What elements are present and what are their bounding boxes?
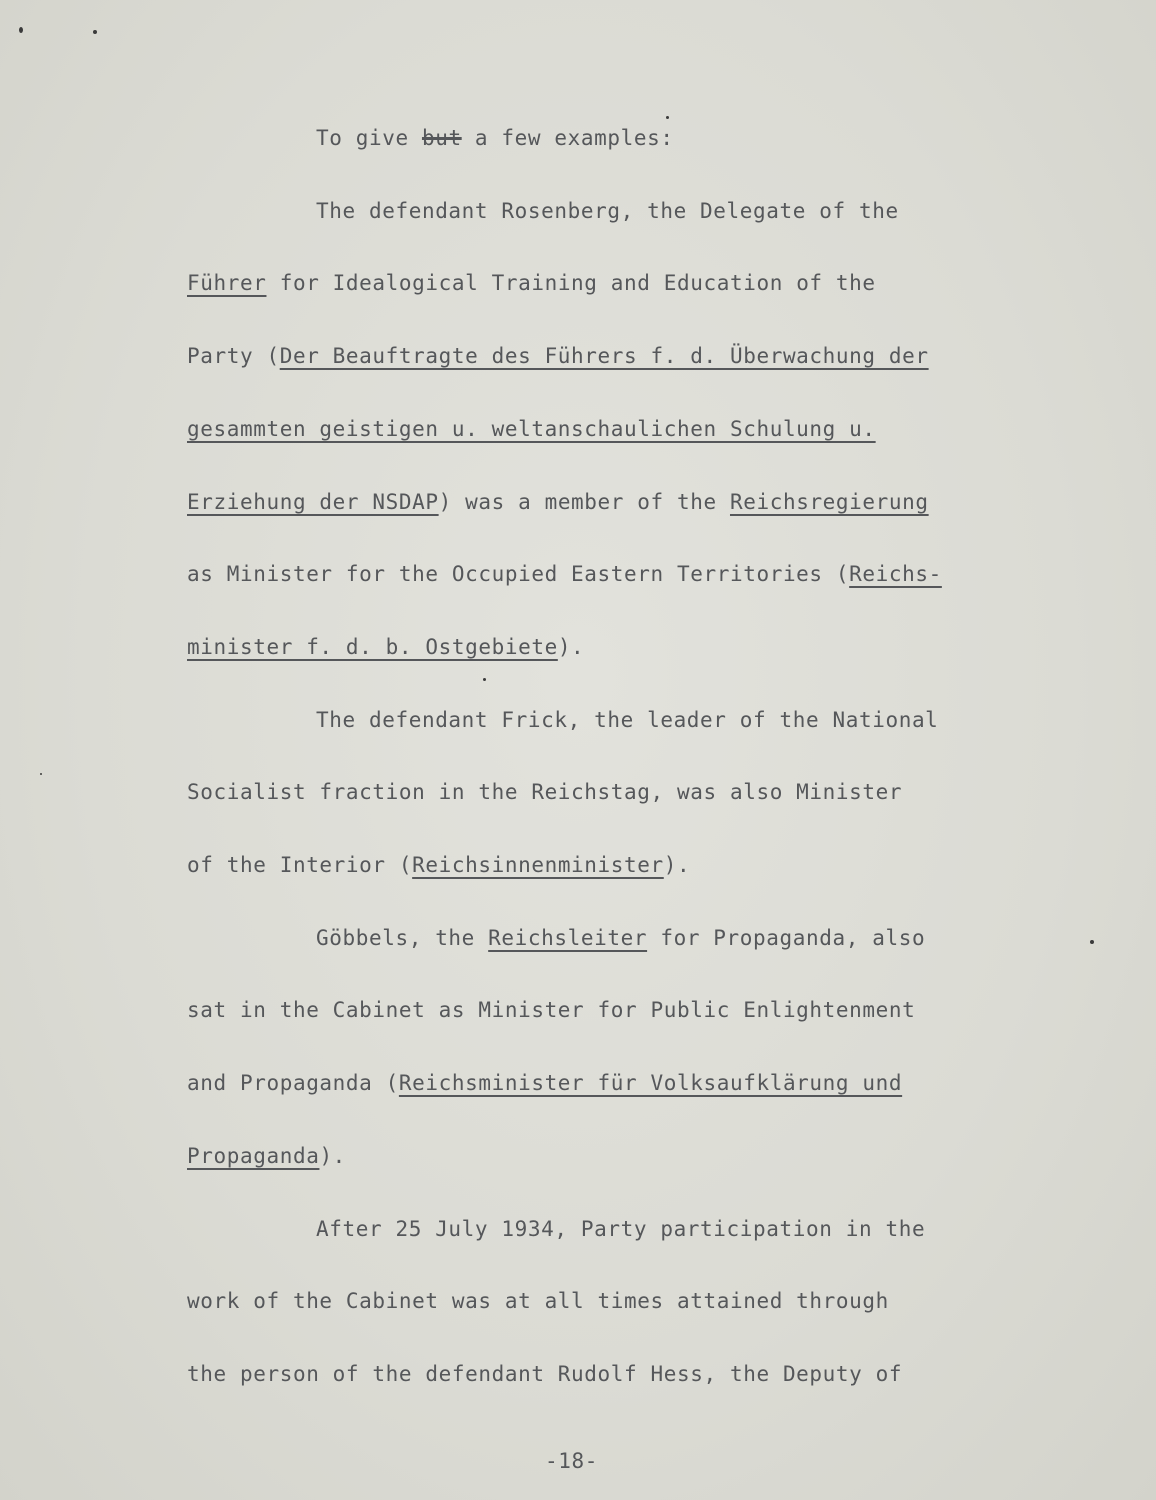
text-segment: ) was a member of the — [438, 489, 730, 514]
text-segment: Socialist fraction in the Reichstag, was also Minister — [187, 780, 903, 805]
text-segment: work of the Cabinet was at all times attained through — [187, 1289, 889, 1314]
ink-speck — [666, 116, 669, 119]
text-line — [187, 996, 915, 1024]
page-number: -18- — [545, 1449, 598, 1473]
text-segment: Göbbels, the — [316, 925, 489, 950]
text-segment: the person of the defendant Rudolf Hess, the Deputy of — [187, 1361, 903, 1386]
text-segment: a few examples: — [461, 126, 674, 150]
underlined-text: Propaganda — [187, 1143, 320, 1168]
text-segment: The defendant Rosenberg, the Delegate of the — [316, 198, 899, 223]
text-line — [187, 1287, 889, 1315]
ink-speck — [19, 27, 23, 33]
struck-text: but — [421, 126, 462, 150]
text-line — [316, 706, 938, 734]
text-line — [316, 1215, 925, 1243]
text-line — [187, 1069, 902, 1097]
ink-speck — [93, 30, 97, 34]
text-segment: After 25 July 1934, Party participation in the — [316, 1216, 926, 1241]
underlined-text: Reichsminister für Volksaufklärung und — [398, 1071, 903, 1096]
text-segment: as Minister for the Occupied Eastern Territories ( — [187, 562, 850, 587]
text-segment: and Propaganda ( — [187, 1071, 399, 1096]
text-line — [187, 415, 876, 443]
text-line — [316, 197, 899, 225]
text-segment: Party ( — [187, 344, 280, 369]
text-line — [316, 924, 925, 952]
underlined-text: Erziehung der NSDAP — [187, 489, 439, 514]
underlined-text: Führer — [187, 271, 267, 296]
text-segment: for Propaganda, also — [647, 925, 926, 950]
text-line — [187, 633, 584, 661]
text-line — [187, 851, 690, 879]
underlined-text: Reichsleiter — [488, 925, 648, 950]
text-segment: ). — [557, 634, 585, 659]
text-line — [187, 1360, 902, 1388]
text-segment: for Idealogical Training and Education of the — [266, 271, 876, 296]
ink-speck — [483, 678, 486, 681]
text-segment: of the Interior ( — [187, 853, 413, 877]
text-line — [187, 1142, 346, 1170]
text-line — [187, 269, 876, 297]
text-segment: ). — [319, 1143, 346, 1168]
underlined-text: Der Beauftragte des Führers f. d. Überwachung der — [279, 344, 929, 369]
underlined-text: Reichs- — [849, 562, 942, 587]
text-line — [187, 778, 902, 806]
text-segment: To give — [316, 126, 422, 150]
underlined-text: Reichsinnenminister — [412, 853, 664, 877]
text-line — [187, 560, 942, 588]
text-line — [316, 124, 674, 152]
text-segment: The defendant Frick, the leader of the National — [316, 707, 939, 732]
underlined-text: Reichsregierung — [729, 489, 929, 514]
text-segment: sat in the Cabinet as Minister for Public Enlightenment — [187, 998, 916, 1023]
text-segment: ). — [663, 853, 691, 877]
ink-speck — [40, 773, 42, 775]
text-line — [187, 488, 929, 516]
text-line — [187, 342, 929, 370]
underlined-text: minister f. d. b. Ostgebiete — [187, 634, 558, 659]
ink-speck — [1090, 940, 1094, 944]
underlined-text: gesammten geistigen u. weltanschaulichen Schulung u. — [187, 416, 876, 441]
